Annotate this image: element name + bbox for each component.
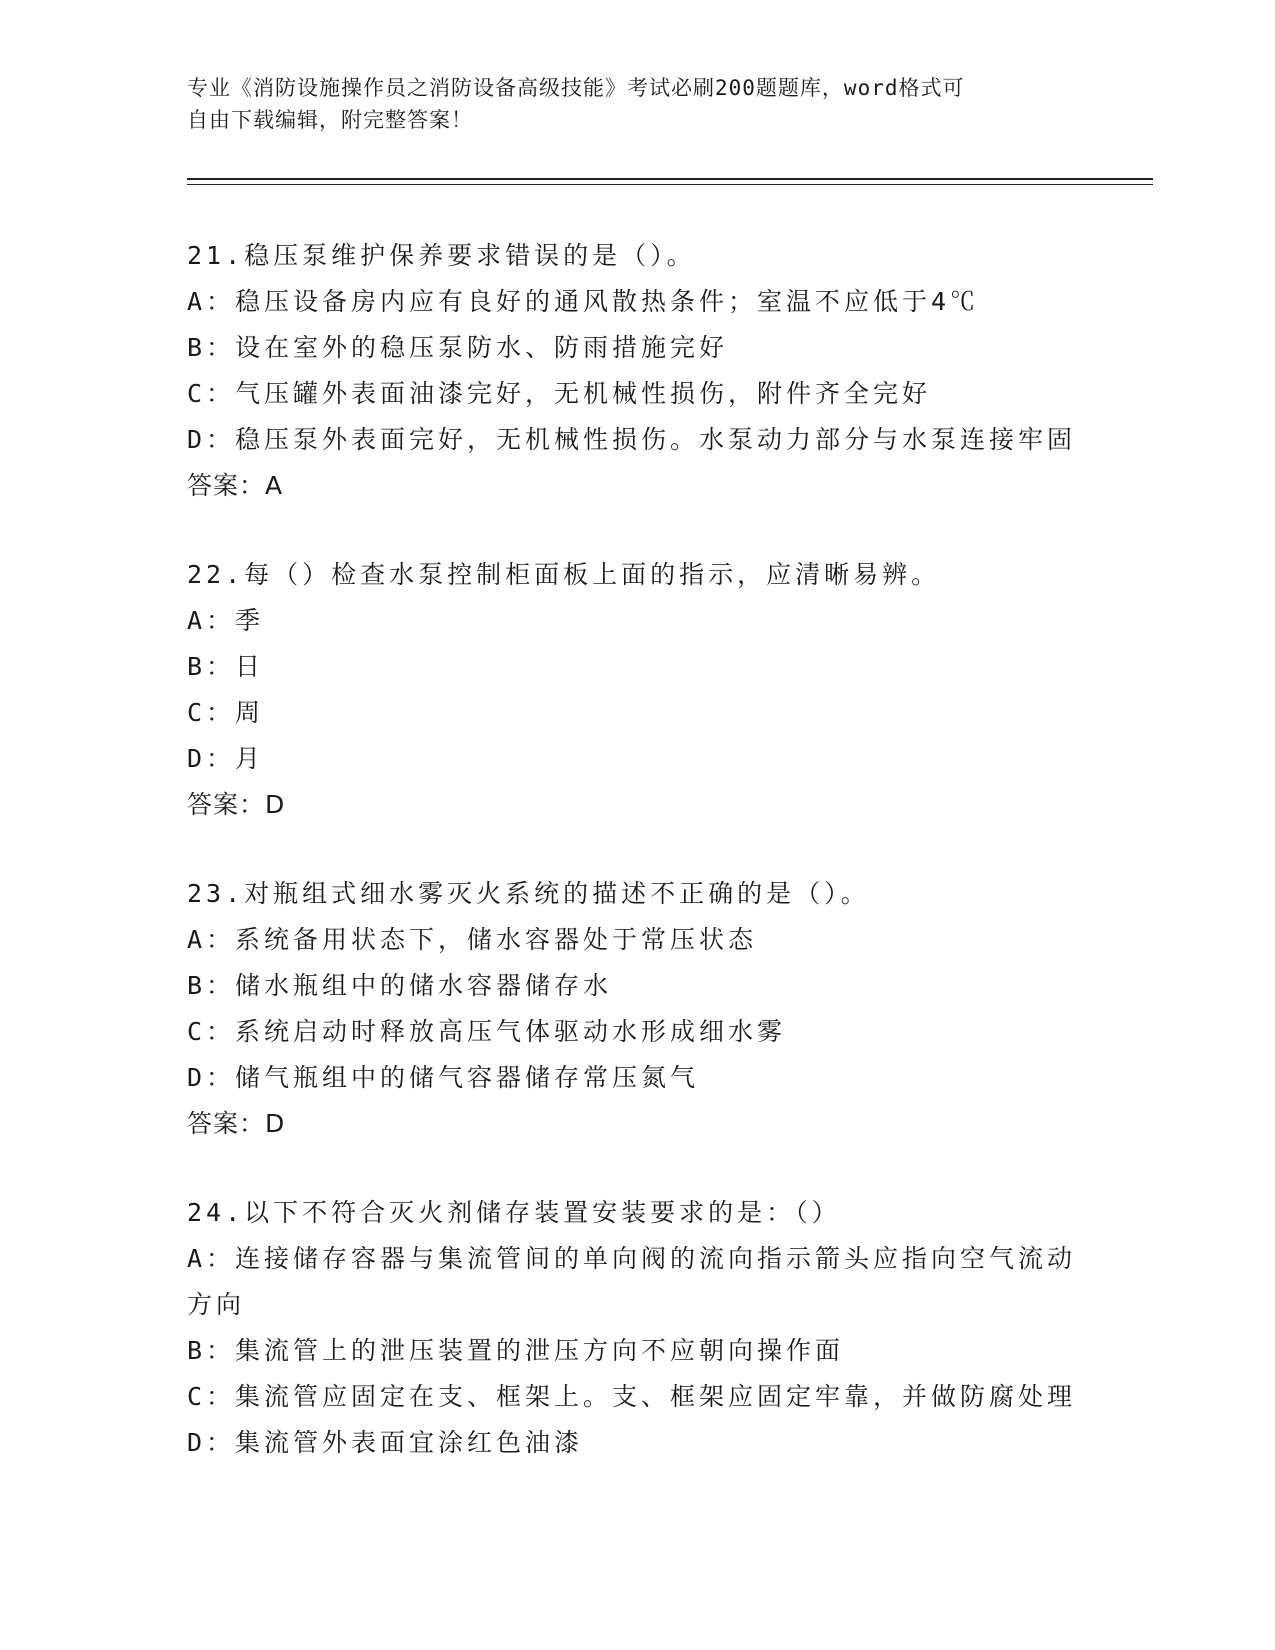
- question-text: 24.以下不符合灭火剂储存装置安装要求的是：（）: [187, 1198, 841, 1227]
- header-line-1: 专业《消防设施操作员之消防设备高级技能》考试必刷200题题库，word格式可: [187, 76, 965, 100]
- header-divider-thick: [187, 178, 1153, 180]
- answer: 答案：A: [187, 471, 284, 500]
- option-c: C：周: [187, 698, 265, 727]
- document-header: [187, 72, 1067, 136]
- header-divider-thin: [187, 184, 1153, 185]
- question-23: [187, 871, 1077, 1147]
- option-b: B：设在室外的稳压泵防水、防雨措施完好: [187, 333, 729, 362]
- option-d: D：集流管外表面宜涂红色油漆: [187, 1428, 584, 1457]
- question-text: 21.稳压泵维护保养要求错误的是（）。: [187, 241, 696, 270]
- option-a: A：季: [187, 606, 265, 635]
- question-21: [187, 233, 1077, 509]
- question-22: [187, 552, 1077, 828]
- option-c: C：集流管应固定在支、框架上。支、框架应固定牢靠，并做防腐处理: [187, 1382, 1077, 1411]
- question-text: 22.每（）检查水泵控制柜面板上面的指示，应清晰易辨。: [187, 560, 941, 589]
- option-b: B：储水瓶组中的储水容器储存水: [187, 971, 613, 1000]
- question-24: [187, 1190, 1077, 1466]
- option-b: B：集流管上的泄压装置的泄压方向不应朝向操作面: [187, 1336, 845, 1365]
- option-b: B：日: [187, 652, 265, 681]
- answer: 答案：D: [187, 790, 286, 819]
- option-a: A：稳压设备房内应有良好的通风散热条件；室温不应低于4℃: [187, 287, 980, 316]
- header-line-2: 自由下载编辑，附完整答案！: [187, 108, 473, 132]
- option-a: A：系统备用状态下，储水容器处于常压状态: [187, 925, 758, 954]
- option-a: A：连接储存容器与集流管间的单向阀的流向指示箭头应指向空气流动方向: [187, 1244, 1077, 1319]
- option-d: D：稳压泵外表面完好，无机械性损伤。水泵动力部分与水泵连接牢固: [187, 425, 1077, 454]
- option-d: D：储气瓶组中的储气容器储存常压氮气: [187, 1063, 700, 1092]
- option-d: D：月: [187, 744, 265, 773]
- question-text: 23.对瓶组式细水雾灭火系统的描述不正确的是（）。: [187, 879, 870, 908]
- question-list: [187, 233, 1077, 1509]
- answer: 答案：D: [187, 1109, 286, 1138]
- option-c: C：气压罐外表面油漆完好，无机械性损伤，附件齐全完好: [187, 379, 932, 408]
- option-c: C：系统启动时释放高压气体驱动水形成细水雾: [187, 1017, 787, 1046]
